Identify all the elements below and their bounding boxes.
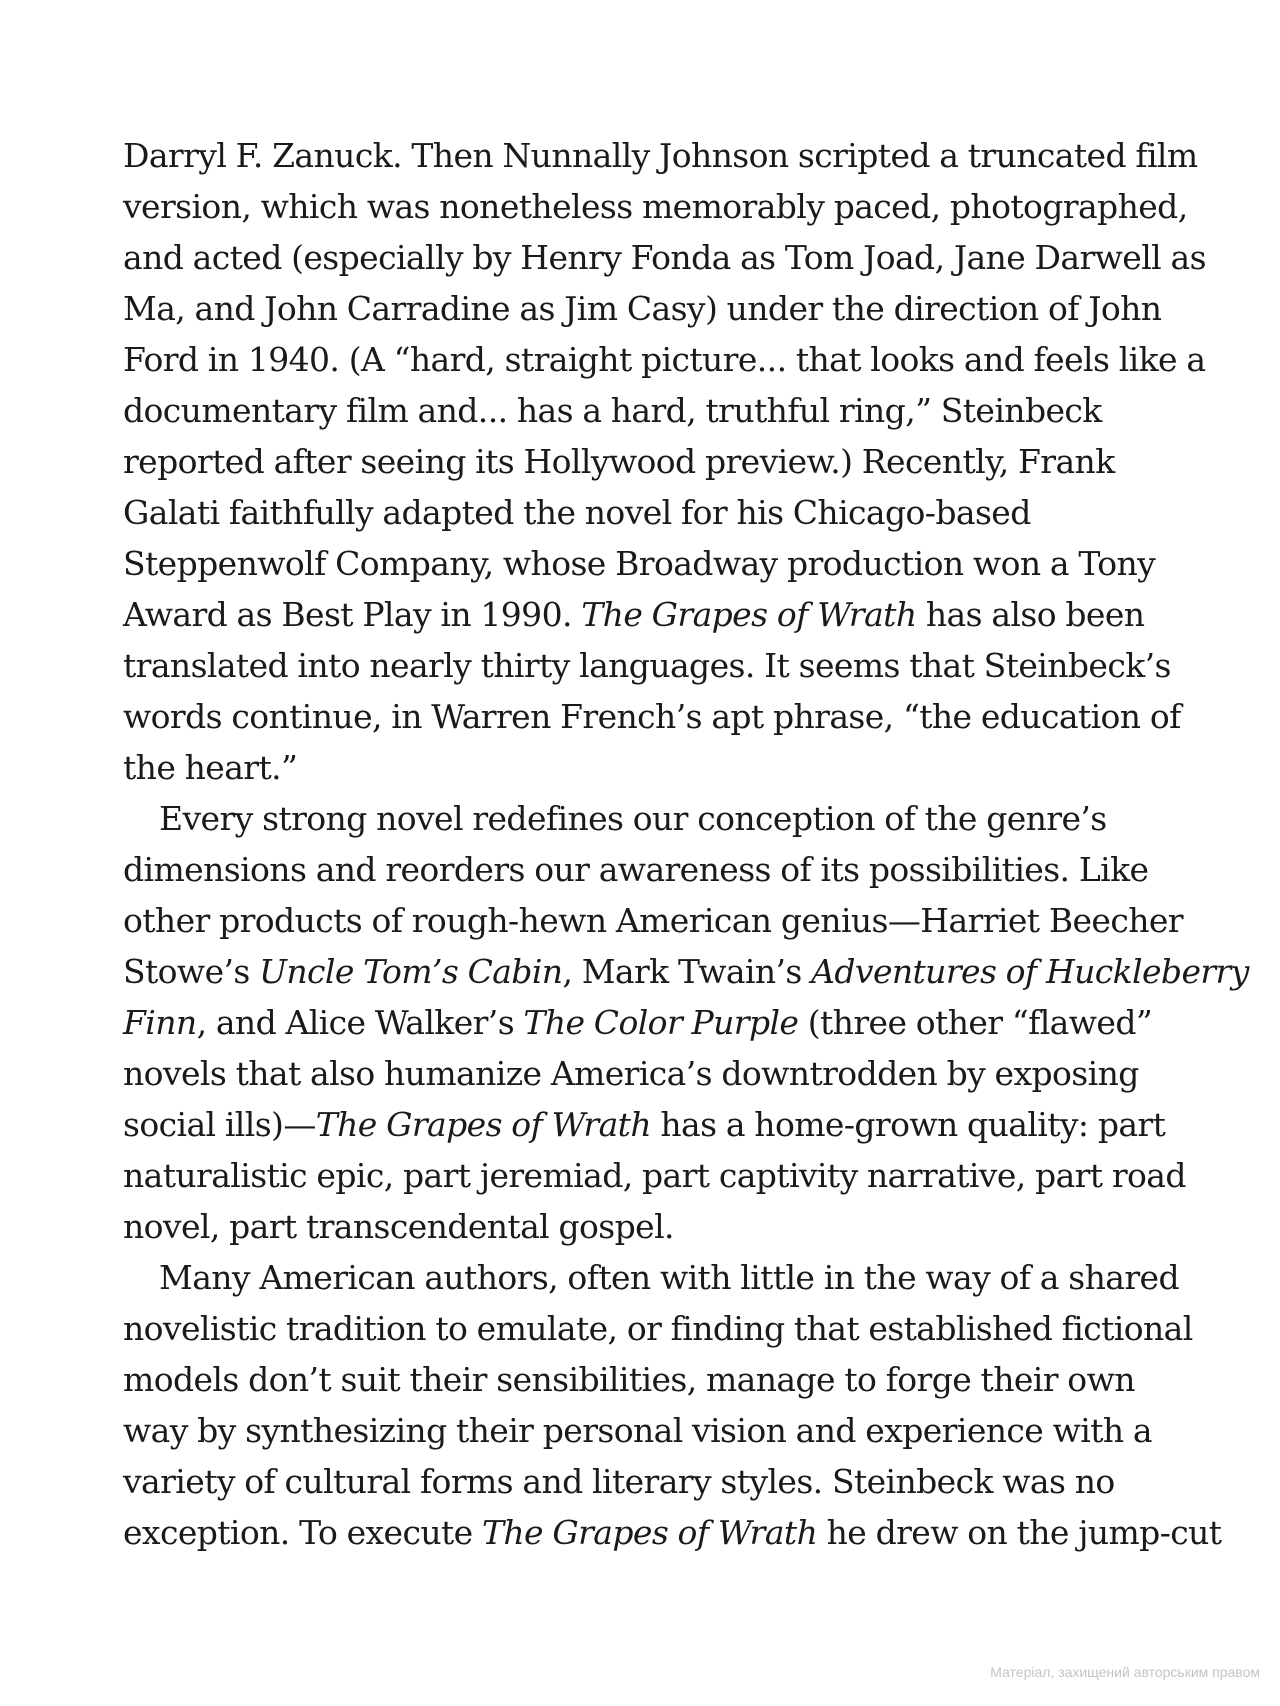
text-line xyxy=(123,1303,1203,1354)
text-line xyxy=(123,1201,1203,1252)
italic-title-text: The Grapes of Wrath xyxy=(581,595,917,634)
text-line xyxy=(123,130,1203,181)
text-segment: and acted (especially by Henry Fonda as Tom Joad, Jane Darwell as xyxy=(123,238,1206,277)
text-segment: has a home-grown quality: part xyxy=(650,1105,1166,1144)
text-line xyxy=(123,946,1249,997)
text-line xyxy=(123,334,1206,385)
text-segment: words continue, in Warren French’s apt phrase, “the education of xyxy=(123,697,1181,736)
text-segment: exception. To execute xyxy=(123,1513,482,1552)
text-line xyxy=(123,742,1203,793)
text-segment: translated into nearly thirty languages. It seems that Steinbeck’s xyxy=(123,646,1171,685)
text-segment: Ma, and John Carradine as Jim Casy) under the direction of John xyxy=(123,289,1162,328)
text-segment: Darryl F. Zanuck. Then Nunnally Johnson scripted a truncated film xyxy=(123,136,1198,175)
italic-title-text: Finn xyxy=(123,1003,197,1042)
book-page-body xyxy=(123,130,1249,1558)
text-segment: novelistic tradition to emulate, or finding that established fictional xyxy=(123,1309,1193,1348)
text-segment: version, which was nonetheless memorably paced, photographed, xyxy=(123,187,1188,226)
text-line xyxy=(123,640,1203,691)
italic-title-text: Uncle Tom’s Cabin xyxy=(259,952,563,991)
text-line xyxy=(123,181,1203,232)
text-line xyxy=(123,589,1203,640)
italic-title-text: The Grapes of Wrath xyxy=(481,1513,818,1552)
text-line xyxy=(123,844,1203,895)
text-segment: novels that also humanize America’s downtrodden by exposing xyxy=(123,1054,1139,1093)
text-line xyxy=(123,1048,1203,1099)
paragraph xyxy=(123,793,1249,1252)
text-segment: variety of cultural forms and literary styles. Steinbeck was no xyxy=(123,1462,1115,1501)
text-segment: he drew on the jump-cut xyxy=(817,1513,1222,1552)
text-segment: social ills)— xyxy=(123,1105,316,1144)
text-line xyxy=(123,1150,1203,1201)
text-line xyxy=(123,436,1203,487)
text-segment: novel, part transcendental gospel. xyxy=(123,1207,674,1246)
text-segment: Award as Best Play in 1990. xyxy=(123,595,582,634)
text-line xyxy=(123,1252,1203,1303)
text-segment: Stowe’s xyxy=(123,952,260,991)
text-line xyxy=(123,1354,1203,1405)
text-segment: Many American authors, often with little in the way of a shared xyxy=(159,1258,1179,1297)
paragraph xyxy=(123,130,1206,793)
text-line xyxy=(123,1099,1203,1150)
text-line xyxy=(123,997,1203,1048)
text-segment: Every strong novel redefines our conception of the genre’s xyxy=(159,799,1107,838)
text-segment: reported after seeing its Hollywood preview.) Recently, Frank xyxy=(123,442,1115,481)
text-segment: , Mark Twain’s xyxy=(562,952,812,991)
text-line xyxy=(123,385,1203,436)
text-segment: , and Alice Walker’s xyxy=(196,1003,524,1042)
text-segment: has also been xyxy=(916,595,1145,634)
text-segment: models don’t suit their sensibilities, manage to forge their own xyxy=(123,1360,1135,1399)
text-segment: documentary film and... has a hard, truthful ring,” Steinbeck xyxy=(123,391,1102,430)
text-line xyxy=(123,538,1203,589)
copyright-watermark: Матеріал, захищений авторським правом xyxy=(990,1664,1260,1680)
text-line xyxy=(123,895,1203,946)
text-segment: way by synthesizing their personal vision and experience with a xyxy=(123,1411,1152,1450)
text-line xyxy=(123,793,1203,844)
text-segment: naturalistic epic, part jeremiad, part captivity narrative, part road xyxy=(123,1156,1186,1195)
text-segment: other products of rough-hewn American genius—Harriet Beecher xyxy=(123,901,1183,940)
text-segment: dimensions and reorders our awareness of its possibilities. Like xyxy=(123,850,1149,889)
text-line xyxy=(123,1456,1203,1507)
text-line xyxy=(123,1507,1222,1558)
paragraph xyxy=(123,1252,1222,1558)
text-segment: (three other “flawed” xyxy=(798,1003,1153,1042)
italic-title-text: The Grapes of Wrath xyxy=(315,1105,651,1144)
italic-title-text: Adventures of Huckleberry xyxy=(811,952,1249,991)
text-line xyxy=(123,691,1203,742)
italic-title-text: The Color Purple xyxy=(523,1003,799,1042)
text-segment: Steppenwolf Company, whose Broadway production won a Tony xyxy=(123,544,1156,583)
text-segment: the heart.” xyxy=(123,748,298,787)
text-segment: Ford in 1940. (A “hard, straight picture... that looks and feels like a xyxy=(123,340,1206,379)
text-segment: Galati faithfully adapted the novel for his Chicago-based xyxy=(123,493,1031,532)
text-line xyxy=(123,487,1203,538)
text-line xyxy=(123,283,1203,334)
text-line xyxy=(123,232,1206,283)
text-line xyxy=(123,1405,1203,1456)
